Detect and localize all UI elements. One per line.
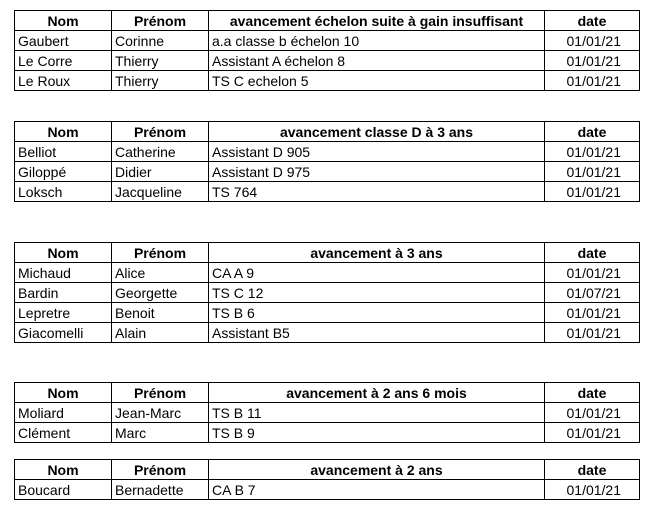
- cell-nom: Loksch: [15, 182, 112, 202]
- header-title: avancement échelon suite à gain insuffisant: [209, 11, 545, 31]
- header-prenom: Prénom: [112, 122, 209, 142]
- cell-grade: Assistant A échelon 8: [209, 51, 545, 71]
- cell-date: 01/01/21: [545, 303, 640, 323]
- cell-nom: Michaud: [15, 263, 112, 283]
- cell-grade: a.a classe b échelon 10: [209, 31, 545, 51]
- cell-nom: Moliard: [15, 403, 112, 423]
- header-date: date: [545, 122, 640, 142]
- table-3-ans: [14, 242, 640, 343]
- cell-grade: CA B 7: [209, 480, 545, 500]
- header-row: [15, 11, 640, 31]
- cell-nom: Clément: [15, 423, 112, 443]
- header-nom: Nom: [15, 460, 112, 480]
- table-row: [15, 403, 640, 423]
- header-date: date: [545, 243, 640, 263]
- cell-date: 01/01/21: [545, 403, 640, 423]
- table-2-ans-6-mois: [14, 382, 640, 443]
- cell-nom: Belliot: [15, 142, 112, 162]
- cell-nom: Giacomelli: [15, 323, 112, 343]
- cell-prenom: Marc: [112, 423, 209, 443]
- cell-date: 01/01/21: [545, 480, 640, 500]
- cell-nom: Giloppé: [15, 162, 112, 182]
- header-nom: Nom: [15, 383, 112, 403]
- header-prenom: Prénom: [112, 460, 209, 480]
- cell-prenom: Alice: [112, 263, 209, 283]
- cell-nom: Le Roux: [15, 71, 112, 91]
- cell-nom: Boucard: [15, 480, 112, 500]
- header-date: date: [545, 383, 640, 403]
- cell-date: 01/01/21: [545, 423, 640, 443]
- cell-date: 01/01/21: [545, 323, 640, 343]
- header-nom: Nom: [15, 243, 112, 263]
- header-row: [15, 243, 640, 263]
- header-nom: Nom: [15, 122, 112, 142]
- cell-date: 01/01/21: [545, 263, 640, 283]
- cell-grade: Assistant B5: [209, 323, 545, 343]
- cell-date: 01/01/21: [545, 71, 640, 91]
- header-row: [15, 383, 640, 403]
- cell-grade: TS B 9: [209, 423, 545, 443]
- cell-prenom: Thierry: [112, 71, 209, 91]
- cell-nom: Bardin: [15, 283, 112, 303]
- header-prenom: Prénom: [112, 11, 209, 31]
- cell-prenom: Alain: [112, 323, 209, 343]
- table-row: [15, 182, 640, 202]
- cell-grade: TS B 11: [209, 403, 545, 423]
- header-title: avancement à 2 ans: [209, 460, 545, 480]
- cell-grade: TS B 6: [209, 303, 545, 323]
- cell-grade: CA A 9: [209, 263, 545, 283]
- table-row: [15, 71, 640, 91]
- header-prenom: Prénom: [112, 383, 209, 403]
- cell-prenom: Georgette: [112, 283, 209, 303]
- cell-grade: Assistant D 975: [209, 162, 545, 182]
- cell-grade: TS C 12: [209, 283, 545, 303]
- table-2-ans: [14, 459, 640, 500]
- cell-prenom: Catherine: [112, 142, 209, 162]
- table-row: [15, 51, 640, 71]
- cell-date: 01/01/21: [545, 31, 640, 51]
- header-date: date: [545, 11, 640, 31]
- header-title: avancement classe D à 3 ans: [209, 122, 545, 142]
- header-row: [15, 122, 640, 142]
- cell-nom: Le Corre: [15, 51, 112, 71]
- table-row: [15, 263, 640, 283]
- header-nom: Nom: [15, 11, 112, 31]
- cell-grade: TS 764: [209, 182, 545, 202]
- cell-date: 01/01/21: [545, 182, 640, 202]
- cell-prenom: Bernadette: [112, 480, 209, 500]
- table-row: [15, 142, 640, 162]
- cell-prenom: Didier: [112, 162, 209, 182]
- cell-nom: Gaubert: [15, 31, 112, 51]
- cell-nom: Lepretre: [15, 303, 112, 323]
- cell-prenom: Jean-Marc: [112, 403, 209, 423]
- cell-grade: Assistant D 905: [209, 142, 545, 162]
- header-date: date: [545, 460, 640, 480]
- table-echelon: [14, 10, 640, 91]
- cell-date: 01/07/21: [545, 283, 640, 303]
- cell-date: 01/01/21: [545, 51, 640, 71]
- table-row: [15, 303, 640, 323]
- cell-prenom: Corinne: [112, 31, 209, 51]
- cell-prenom: Thierry: [112, 51, 209, 71]
- table-row: [15, 423, 640, 443]
- cell-prenom: Benoit: [112, 303, 209, 323]
- cell-grade: TS C echelon 5: [209, 71, 545, 91]
- table-row: [15, 480, 640, 500]
- header-title: avancement à 2 ans 6 mois: [209, 383, 545, 403]
- cell-date: 01/01/21: [545, 142, 640, 162]
- table-row: [15, 323, 640, 343]
- table-classe-d: [14, 121, 640, 202]
- header-row: [15, 460, 640, 480]
- header-title: avancement à 3 ans: [209, 243, 545, 263]
- table-row: [15, 162, 640, 182]
- table-row: [15, 283, 640, 303]
- cell-date: 01/01/21: [545, 162, 640, 182]
- table-row: [15, 31, 640, 51]
- header-prenom: Prénom: [112, 243, 209, 263]
- cell-prenom: Jacqueline: [112, 182, 209, 202]
